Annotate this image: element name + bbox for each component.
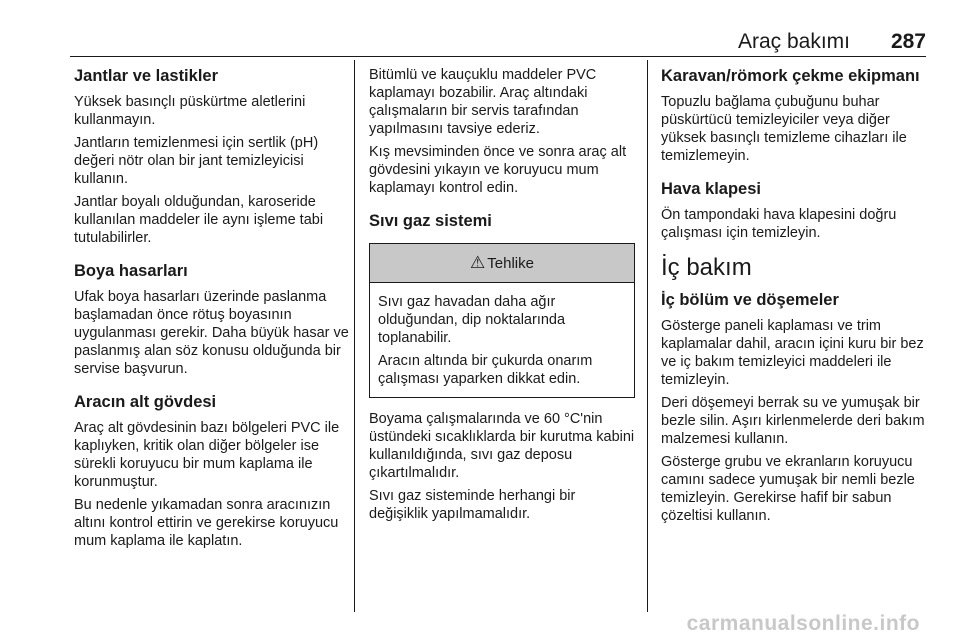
paragraph: Jantların temizlenmesi için sertlik (pH) değeri nötr olan bir jant temizleyicisi kullanın. — [74, 135, 319, 187]
paragraph: Bu nedenle yıkamadan sonra aracınızın altını kontrol ettirin ve gerekirse koruyucu mum kaplama ile kaplatın. — [74, 497, 339, 549]
paragraph: Bitümlü ve kauçuklu maddeler PVC kaplamayı bozabilir. Araç altındaki çalışmaların bir servis tarafından yapılmasını tavsiye ederiz. — [369, 67, 597, 137]
heading-sivi-gaz: Sıvı gaz sistemi — [369, 212, 492, 230]
section-title: Araç bakımı — [737, 30, 850, 53]
paragraph: Kış mevsiminden önce ve sonra araç alt gövdesini yıkayın ve koruyucu mum kaplamayı kontrol edin. — [369, 144, 627, 196]
page-header — [70, 22, 926, 57]
column-middle — [369, 66, 635, 528]
watermark: carmanualsonline.info — [686, 612, 920, 635]
heading-ic-bakim: İç bakım — [661, 254, 752, 281]
heading-alt-govde: Aracın alt gövdesi — [74, 393, 217, 411]
heading-ic-bolum: İç bölüm ve döşemeler — [661, 291, 839, 309]
paragraph: Araç alt gövdesinin bazı bölgeleri PVC ile kaplıyken, kritik olan diğer bölgeler ise sürekli koruyucu bir mum kaplama ile korunmuştur. — [74, 420, 340, 490]
heading-jantlar: Jantlar ve lastikler — [74, 67, 219, 85]
warning-text: Sıvı gaz havadan daha ağır olduğundan, dip noktalarında toplanabilir. — [378, 294, 566, 346]
heading-boya: Boya hasarları — [74, 262, 188, 280]
column-left — [74, 66, 352, 555]
page-number: 287 — [890, 30, 926, 53]
warning-triangle-icon: ⚠ — [470, 253, 486, 272]
paragraph: Deri döşemeyi berrak su ve yumuşak bir bezle silin. Aşırı kirlenmelerde deri bakım malzemesi kullanın. — [661, 395, 925, 447]
paragraph: Jantlar boyalı olduğundan, karoseride kullanılan maddeler ile aynı işleme tabi tutulabilirler. — [74, 194, 324, 246]
paragraph: Boyama çalışmalarında ve 60 °C'nin üstündeki sıcaklıklarda bir kurutma kabini kullanıldığında, sıvı gaz deposu çıkartılmalıdır. — [369, 411, 635, 481]
paragraph: Topuzlu bağlama çubuğunu buhar püskürtücü temizleyiciler veya diğer yüksek basınçlı temizleme cihazları ile temizlemeyin. — [661, 94, 907, 164]
warning-title: Tehlike — [487, 255, 534, 272]
warning-box — [369, 243, 635, 398]
warning-text: Aracın altında bir çukurda onarım çalışması yaparken dikkat edin. — [378, 353, 593, 387]
paragraph: Sıvı gaz sisteminde herhangi bir değişiklik yapılmamalıdır. — [369, 488, 576, 522]
paragraph: Ön tampondaki hava klapesini doğru çalışması için temizleyin. — [661, 207, 897, 241]
warning-header — [370, 244, 634, 283]
paragraph: Gösterge grubu ve ekranların koruyucu camını sadece yumuşak bir nemli bezle temizleyin. Gerekirse hafif bir sabun çözeltisi kullanın. — [661, 454, 915, 524]
column-divider — [354, 60, 355, 612]
heading-hava-klapesi: Hava klapesi — [661, 180, 761, 198]
heading-karavan: Karavan/römork çekme ekipmanı — [661, 67, 920, 85]
paragraph: Yüksek basınçlı püskürtme aletlerini kullanmayın. — [74, 94, 306, 128]
column-right — [661, 66, 927, 530]
warning-body — [370, 283, 634, 397]
paragraph: Ufak boya hasarları üzerinde paslanma başlamadan önce rötuş boyasının uygulanması gerekir. Daha büyük hasar ve paslanmış alan söz konusu olduğunda bir servise başvurun. — [74, 289, 349, 377]
column-divider — [647, 60, 648, 612]
paragraph: Gösterge paneli kaplaması ve trim kaplamalar dahil, aracın içini kuru bir bez ve iç bakım temizleyici maddeleri ile temizleyin. — [661, 318, 924, 388]
